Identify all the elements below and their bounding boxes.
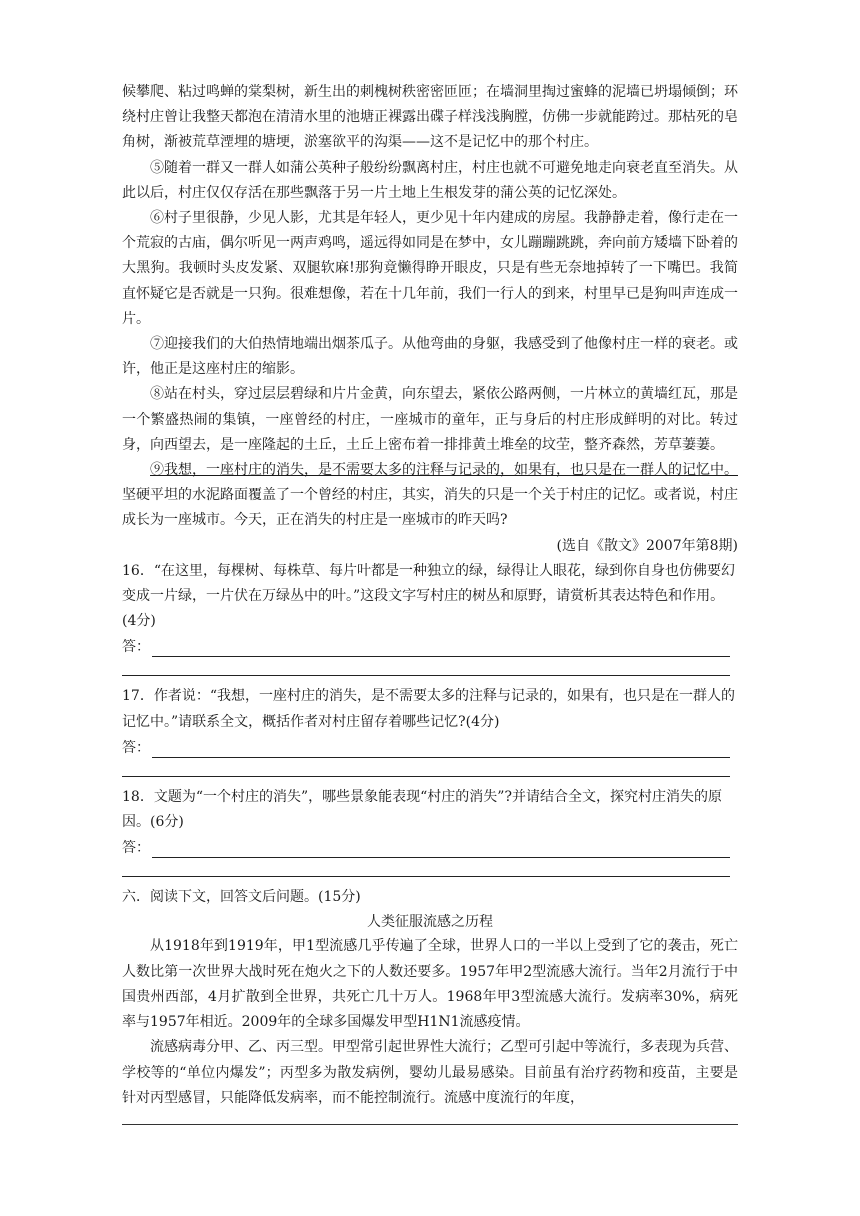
answer-row-18 bbox=[122, 835, 738, 858]
answer-label: 答： bbox=[122, 840, 150, 857]
footer-rule bbox=[122, 1124, 738, 1125]
answer-row-17 bbox=[122, 735, 738, 758]
underlined-sentence: ⑨我想，一座村庄的消失，是不需要太多的注释与记录的，如果有，也只是在一群人的记忆中。 bbox=[150, 462, 738, 479]
document-page bbox=[122, 80, 738, 1111]
paragraph-continuation: 候攀爬、粘过鸣蝉的棠梨树，新生出的刺槐树秩密密匝匝；在墙洞里掏过蜜蜂的泥墙已坍塌倾倒；环绕村庄曾让我整天都泡在清清水里的池塘正裸露出碟子样浅浅胸膛，仿佛一步就能跨过。那枯死的皂角树，渐被荒草湮埋的塘埂，淤塞欲平的沟渠——这不是记忆中的那个村庄。 bbox=[122, 84, 738, 151]
question-18: 18．文题为“一个村庄的消失”，哪些景象能表现“村庄的消失”?并请结合全文，探究村庄消失的原因。(6分) bbox=[122, 788, 722, 831]
source-citation: (选自《散文》2007年第8期) bbox=[556, 537, 738, 554]
answer-line[interactable] bbox=[152, 743, 730, 758]
answer-line[interactable] bbox=[122, 858, 730, 877]
answer-label: 答： bbox=[122, 739, 150, 756]
paragraph-7: ⑦迎接我们的大伯热情地端出烟茶瓜子。从他弯曲的身躯，我感受到了他像村庄一样的衰老。或许，他正是这座村庄的缩影。 bbox=[122, 336, 738, 378]
answer-line[interactable] bbox=[152, 642, 730, 657]
question-17: 17．作者说：“我想，一座村庄的消失，是不需要太多的注释与记录的，如果有，也只是在一群人的记忆中。”请联系全文，概括作者对村庄留存着哪些记忆?(4分) bbox=[122, 688, 735, 730]
paragraph-5: ⑤随着一群又一群人如蒲公英种子般纷纷飘离村庄，村庄也就不可避免地走向衰老直至消失。从此以后，村庄仅仅存活在那些飘落于另一片土地上生根发芽的蒲公英的记忆深处。 bbox=[122, 159, 738, 201]
answer-row-16 bbox=[122, 634, 738, 657]
paragraph-8: ⑧站在村头，穿过层层碧绿和片片金黄，向东望去，紧依公路两侧，一片林立的黄墙红瓦，那是一个繁盛热闹的集镇，一座曾经的村庄，一座城市的童年，正与身后的村庄形成鲜明的对比。转过身，向西望去，是一座隆起的土丘，土丘上密布着一排排黄土堆垒的坟茔，整齐森然，芳草萋萋。 bbox=[122, 386, 738, 453]
article-paragraph-1: 从1918年到1919年，甲1型流感几乎传遍了全球，世界人口的一半以上受到了它的袭击，死亡人数比第一次世界大战时死在炮火之下的人数还要多。1957年甲2型流感大流行。当年2月流行于中国贵州西部，4月扩散到全世界，共死亡几十万人。1968年甲3型流感大流行。发病率30%，病死率与1957年相近。2009年的全球多国爆发甲型H1N1流感疫情。 bbox=[122, 938, 738, 1031]
answer-label: 答： bbox=[122, 639, 150, 656]
answer-line[interactable] bbox=[122, 657, 730, 676]
question-16: 16．“在这里，每棵树、每株草、每片叶都是一种独立的绿，绿得让人眼花，绿到你自身也仿佛要幻变成一片绿，一片伏在万绿丛中的叶。”这段文字写村庄的树丛和原野，请赏析其表达特色和作用。(4分) bbox=[122, 562, 735, 630]
paragraph-6: ⑥村子里很静，少见人影，尤其是年轻人，更少见十年内建成的房屋。我静静走着，像行走在一个荒寂的古庙，偶尔听见一两声鸡鸣，遥远得如同是在梦中，女儿蹦蹦跳跳，奔向前方矮墙下卧着的大黑狗。我顿时头皮发紧、双腿软麻!那狗竟懒得睁开眼皮，只是有些无奈地掉转了一下嘴巴。我简直怀疑它是否就是一只狗。很难想像，若在十几年前，我们一行人的到来，村里早已是狗叫声连成一片。 bbox=[122, 210, 738, 327]
answer-line[interactable] bbox=[122, 758, 730, 777]
answer-line[interactable] bbox=[152, 843, 730, 858]
section-6-heading: 六．阅读下文，回答文后问题。(15分) bbox=[122, 889, 361, 906]
article-paragraph-2: 流感病毒分甲、乙、丙三型。甲型常引起世界性大流行；乙型可引起中等流行，多表现为兵营、学校等的“单位内爆发”；丙型多为散发病例，婴幼儿最易感染。目前虽有治疗药物和疫苗，主要是针对丙型感冒，只能降低发病率，而不能控制流行。流感中度流行的年度， bbox=[122, 1039, 738, 1106]
paragraph-9 bbox=[122, 458, 738, 534]
article-title: 人类征服流感之历程 bbox=[367, 914, 493, 931]
paragraph-9-rest: 坚硬平坦的水泥路面覆盖了一个曾经的村庄，其实，消失的只是一个关于村庄的记忆。或者说，村庄成长为一座城市。今天，正在消失的村庄是一座城市的昨天吗? bbox=[122, 487, 738, 529]
